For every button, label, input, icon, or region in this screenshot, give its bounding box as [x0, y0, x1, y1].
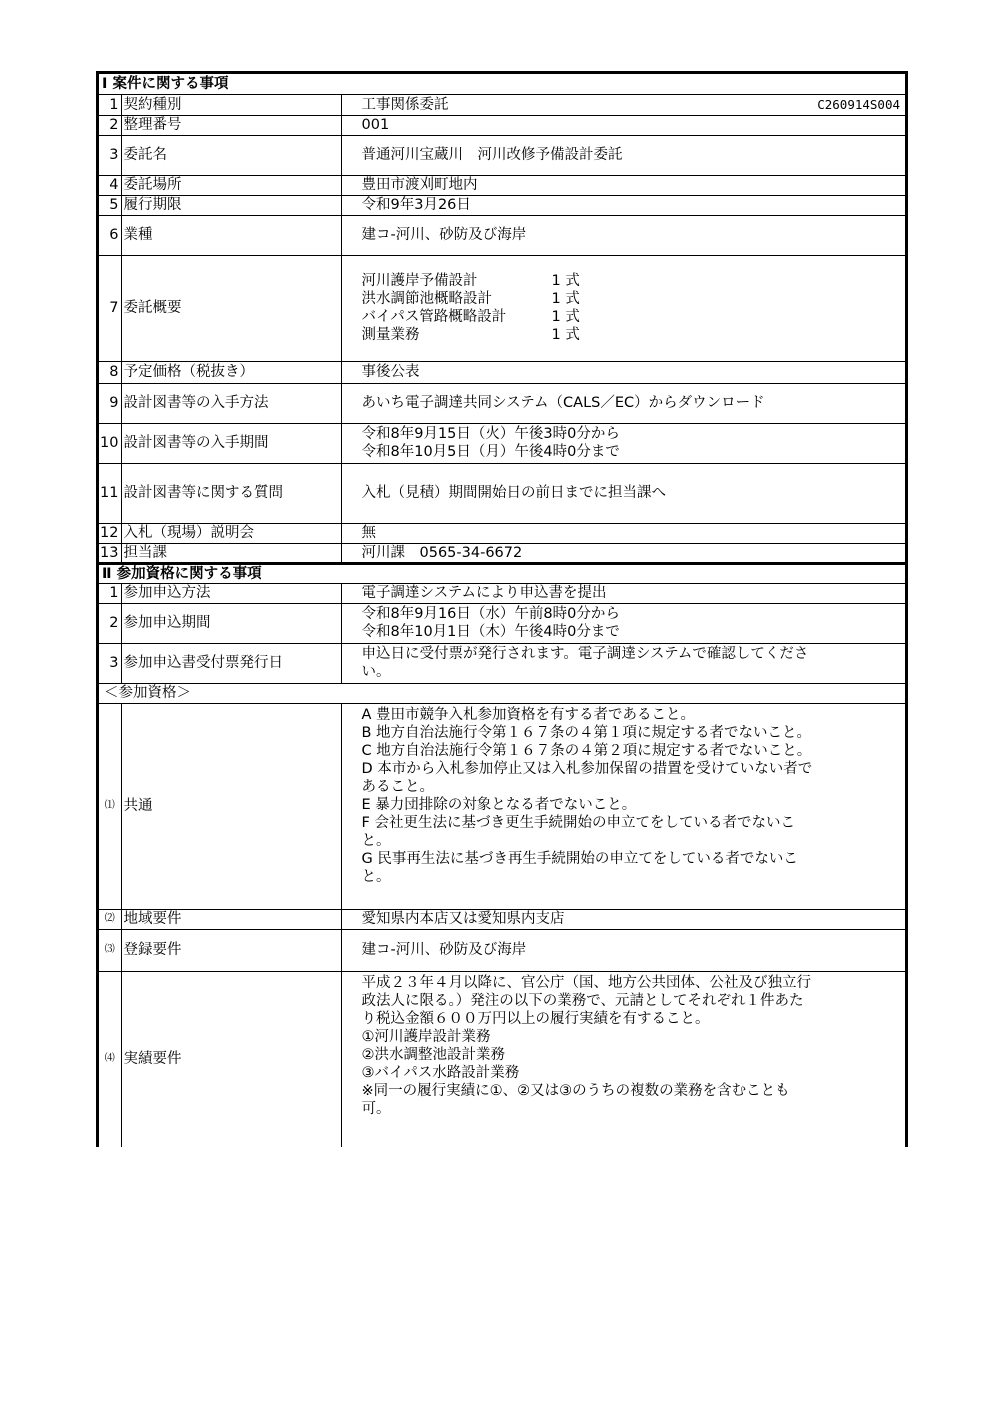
- row-label: 設計図書等に関する質問: [121, 463, 341, 523]
- qualification-row: [99, 909, 905, 929]
- qualification-subtitle: [99, 683, 905, 703]
- value-line: と。: [361, 868, 391, 885]
- row-number: ⑷: [99, 971, 121, 1147]
- overview-item: [362, 308, 901, 326]
- value-line: 令和8年10月1日（木）午後4時0分まで: [361, 624, 620, 640]
- row-value: 入札（見積）期間開始日の前日までに担当課へ: [341, 463, 905, 523]
- row-label: 履行期限: [121, 195, 341, 215]
- overview-item-qty: 1 式: [551, 291, 580, 307]
- overview-item: [362, 272, 901, 290]
- row-number: 1: [99, 583, 121, 603]
- table-row: [99, 175, 905, 195]
- row-value: 事後公表: [341, 361, 905, 383]
- overview-item-name: 洪水調節池概略設計: [361, 291, 492, 307]
- row-number: 3: [99, 135, 121, 175]
- row-value: [341, 255, 905, 361]
- row-number: 7: [99, 255, 121, 361]
- row-number: 3: [99, 643, 121, 683]
- row-number: 8: [99, 361, 121, 383]
- row-label: 整理番号: [121, 115, 341, 135]
- row-number: 2: [99, 603, 121, 643]
- row-label: 委託概要: [121, 255, 341, 361]
- row-number: 10: [99, 423, 121, 463]
- row-value: 建コ-河川、砂防及び海岸: [341, 215, 905, 255]
- row-value: [341, 703, 905, 909]
- table-row: [99, 94, 905, 115]
- row-label: 登録要件: [121, 929, 341, 971]
- row-number: 2: [99, 115, 121, 135]
- value-line: G 民事再生法に基づき再生手続開始の申立てをしている者でないこ: [361, 850, 798, 867]
- announcement-sheet: [96, 71, 908, 1147]
- table-row: [99, 643, 905, 683]
- table-row: [99, 135, 905, 175]
- row-value: [341, 971, 905, 1147]
- row-number: ⑴: [99, 703, 121, 909]
- value-line: 可。: [361, 1100, 391, 1117]
- overview-item-name: 河川護岸予備設計: [361, 273, 478, 289]
- row-label: 入札（現場）説明会: [121, 523, 341, 543]
- row-number: 4: [99, 175, 121, 195]
- row-number: 12: [99, 523, 121, 543]
- value-line: ③バイパス水路設計業務: [361, 1064, 520, 1081]
- value-line: あること。: [361, 778, 434, 795]
- value-line: 政法人に限る。）発注の以下の業務で、元請としてそれぞれ１件あた: [361, 992, 804, 1009]
- value-line: い。: [361, 664, 391, 680]
- value-line: E 暴力団排除の対象となる者でないこと。: [361, 796, 637, 813]
- row-label: 担当課: [121, 543, 341, 563]
- table-row: [99, 603, 905, 643]
- value-line: ※同一の履行実績に①、②又は③のうちの複数の業務を含むことも: [361, 1082, 790, 1099]
- row-label: 参加申込期間: [121, 603, 341, 643]
- row-label: 共通: [121, 703, 341, 909]
- row-label: 委託場所: [121, 175, 341, 195]
- qualification-row: [99, 703, 905, 909]
- table-row: [99, 255, 905, 361]
- row-number: 5: [99, 195, 121, 215]
- row-number: 1: [99, 94, 121, 115]
- row-label: 業種: [121, 215, 341, 255]
- value-line: 令和8年9月16日（水）午前8時0分から: [361, 606, 620, 622]
- row-value: 河川課 0565-34-6672: [341, 543, 905, 563]
- row-number: ⑶: [99, 929, 121, 971]
- overview-item: [362, 326, 901, 344]
- row-number: 9: [99, 383, 121, 423]
- value-line: 令和8年10月5日（月）午後4時0分まで: [361, 444, 620, 460]
- value-line: 建コ-河川、砂防及び海岸: [361, 942, 527, 958]
- section-title: Ⅱ 参加資格に関する事項: [99, 563, 905, 583]
- value-line: B 地方自治法施行令第１６７条の４第１項に規定する者でないこと。: [361, 724, 812, 741]
- table-row: [99, 543, 905, 563]
- row-value: [341, 643, 905, 683]
- row-value: [341, 94, 905, 115]
- overview-item-qty: 1 式: [551, 327, 580, 343]
- contract-type: 工事関係委託: [361, 96, 449, 113]
- row-number: ⑵: [99, 909, 121, 929]
- row-value: 令和9年3月26日: [341, 195, 905, 215]
- row-number: 11: [99, 463, 121, 523]
- row-label: 参加申込方法: [121, 583, 341, 603]
- section-header-2: [99, 563, 905, 583]
- value-line: D 本市から入札参加停止又は入札参加保留の措置を受けていない者で: [361, 760, 813, 777]
- overview-item-name: バイパス管路概略設計: [361, 309, 507, 325]
- row-value: [341, 603, 905, 643]
- overview-item-name: 測量業務: [361, 327, 420, 343]
- value-line: C 地方自治法施行令第１６７条の４第２項に規定する者でないこと。: [361, 742, 812, 759]
- row-value: [341, 909, 905, 929]
- section-header-1: [99, 74, 905, 94]
- overview-item: [362, 290, 901, 308]
- row-label: 予定価格（税抜き）: [121, 361, 341, 383]
- table-row: [99, 115, 905, 135]
- table-row: [99, 361, 905, 383]
- row-value: 豊田市渡刈町地内: [341, 175, 905, 195]
- row-value: 電子調達システムにより申込書を提出: [341, 583, 905, 603]
- table-row: [99, 583, 905, 603]
- table-row: [99, 215, 905, 255]
- row-label: 設計図書等の入手方法: [121, 383, 341, 423]
- value-line: り税込金額６００万円以上の履行実績を有すること。: [361, 1010, 710, 1027]
- row-label: 参加申込書受付票発行日: [121, 643, 341, 683]
- value-line: ①河川護岸設計業務: [361, 1028, 491, 1045]
- value-with-code: [362, 96, 901, 114]
- value-line: ②洪水調整池設計業務: [361, 1046, 505, 1063]
- table-row: [99, 423, 905, 463]
- row-value: 無: [341, 523, 905, 543]
- value-line: A 豊田市競争入札参加資格を有する者であること。: [361, 706, 696, 723]
- row-number: 13: [99, 543, 121, 563]
- row-number: 6: [99, 215, 121, 255]
- section-title: Ⅰ 案件に関する事項: [99, 74, 905, 94]
- value-line: 申込日に受付票が発行されます。電子調達システムで確認してくださ: [361, 646, 809, 662]
- row-value: あいち電子調達共同システム（CALS／EC）からダウンロード: [341, 383, 905, 423]
- value-line: 愛知県内本店又は愛知県内支店: [361, 911, 565, 927]
- row-label: 設計図書等の入手期間: [121, 423, 341, 463]
- row-value: [341, 929, 905, 971]
- row-value: 001: [341, 115, 905, 135]
- overview-item-qty: 1 式: [551, 273, 580, 289]
- overview-item-qty: 1 式: [551, 309, 580, 325]
- table-row: [99, 195, 905, 215]
- value-line: と。: [361, 832, 391, 849]
- value-line: F 会社更生法に基づき更生手続開始の申立てをしている者でないこ: [361, 814, 795, 831]
- row-value: [341, 423, 905, 463]
- announcement-table: [99, 74, 905, 1147]
- table-row: [99, 463, 905, 523]
- table-row: [99, 383, 905, 423]
- case-code: C260914S004: [817, 96, 901, 112]
- value-line: 令和8年9月15日（火）午後3時0分から: [361, 426, 620, 442]
- row-label: 契約種別: [121, 94, 341, 115]
- subtitle: ＜参加資格＞: [99, 683, 905, 703]
- qualification-row: [99, 929, 905, 971]
- value-line: 平成２３年４月以降に、官公庁（国、地方公共団体、公社及び独立行: [361, 974, 811, 991]
- row-label: 実績要件: [121, 971, 341, 1147]
- row-label: 地域要件: [121, 909, 341, 929]
- table-row: [99, 523, 905, 543]
- row-label: 委託名: [121, 135, 341, 175]
- qualification-row: [99, 971, 905, 1147]
- row-value: 普通河川宝蔵川 河川改修予備設計委託: [341, 135, 905, 175]
